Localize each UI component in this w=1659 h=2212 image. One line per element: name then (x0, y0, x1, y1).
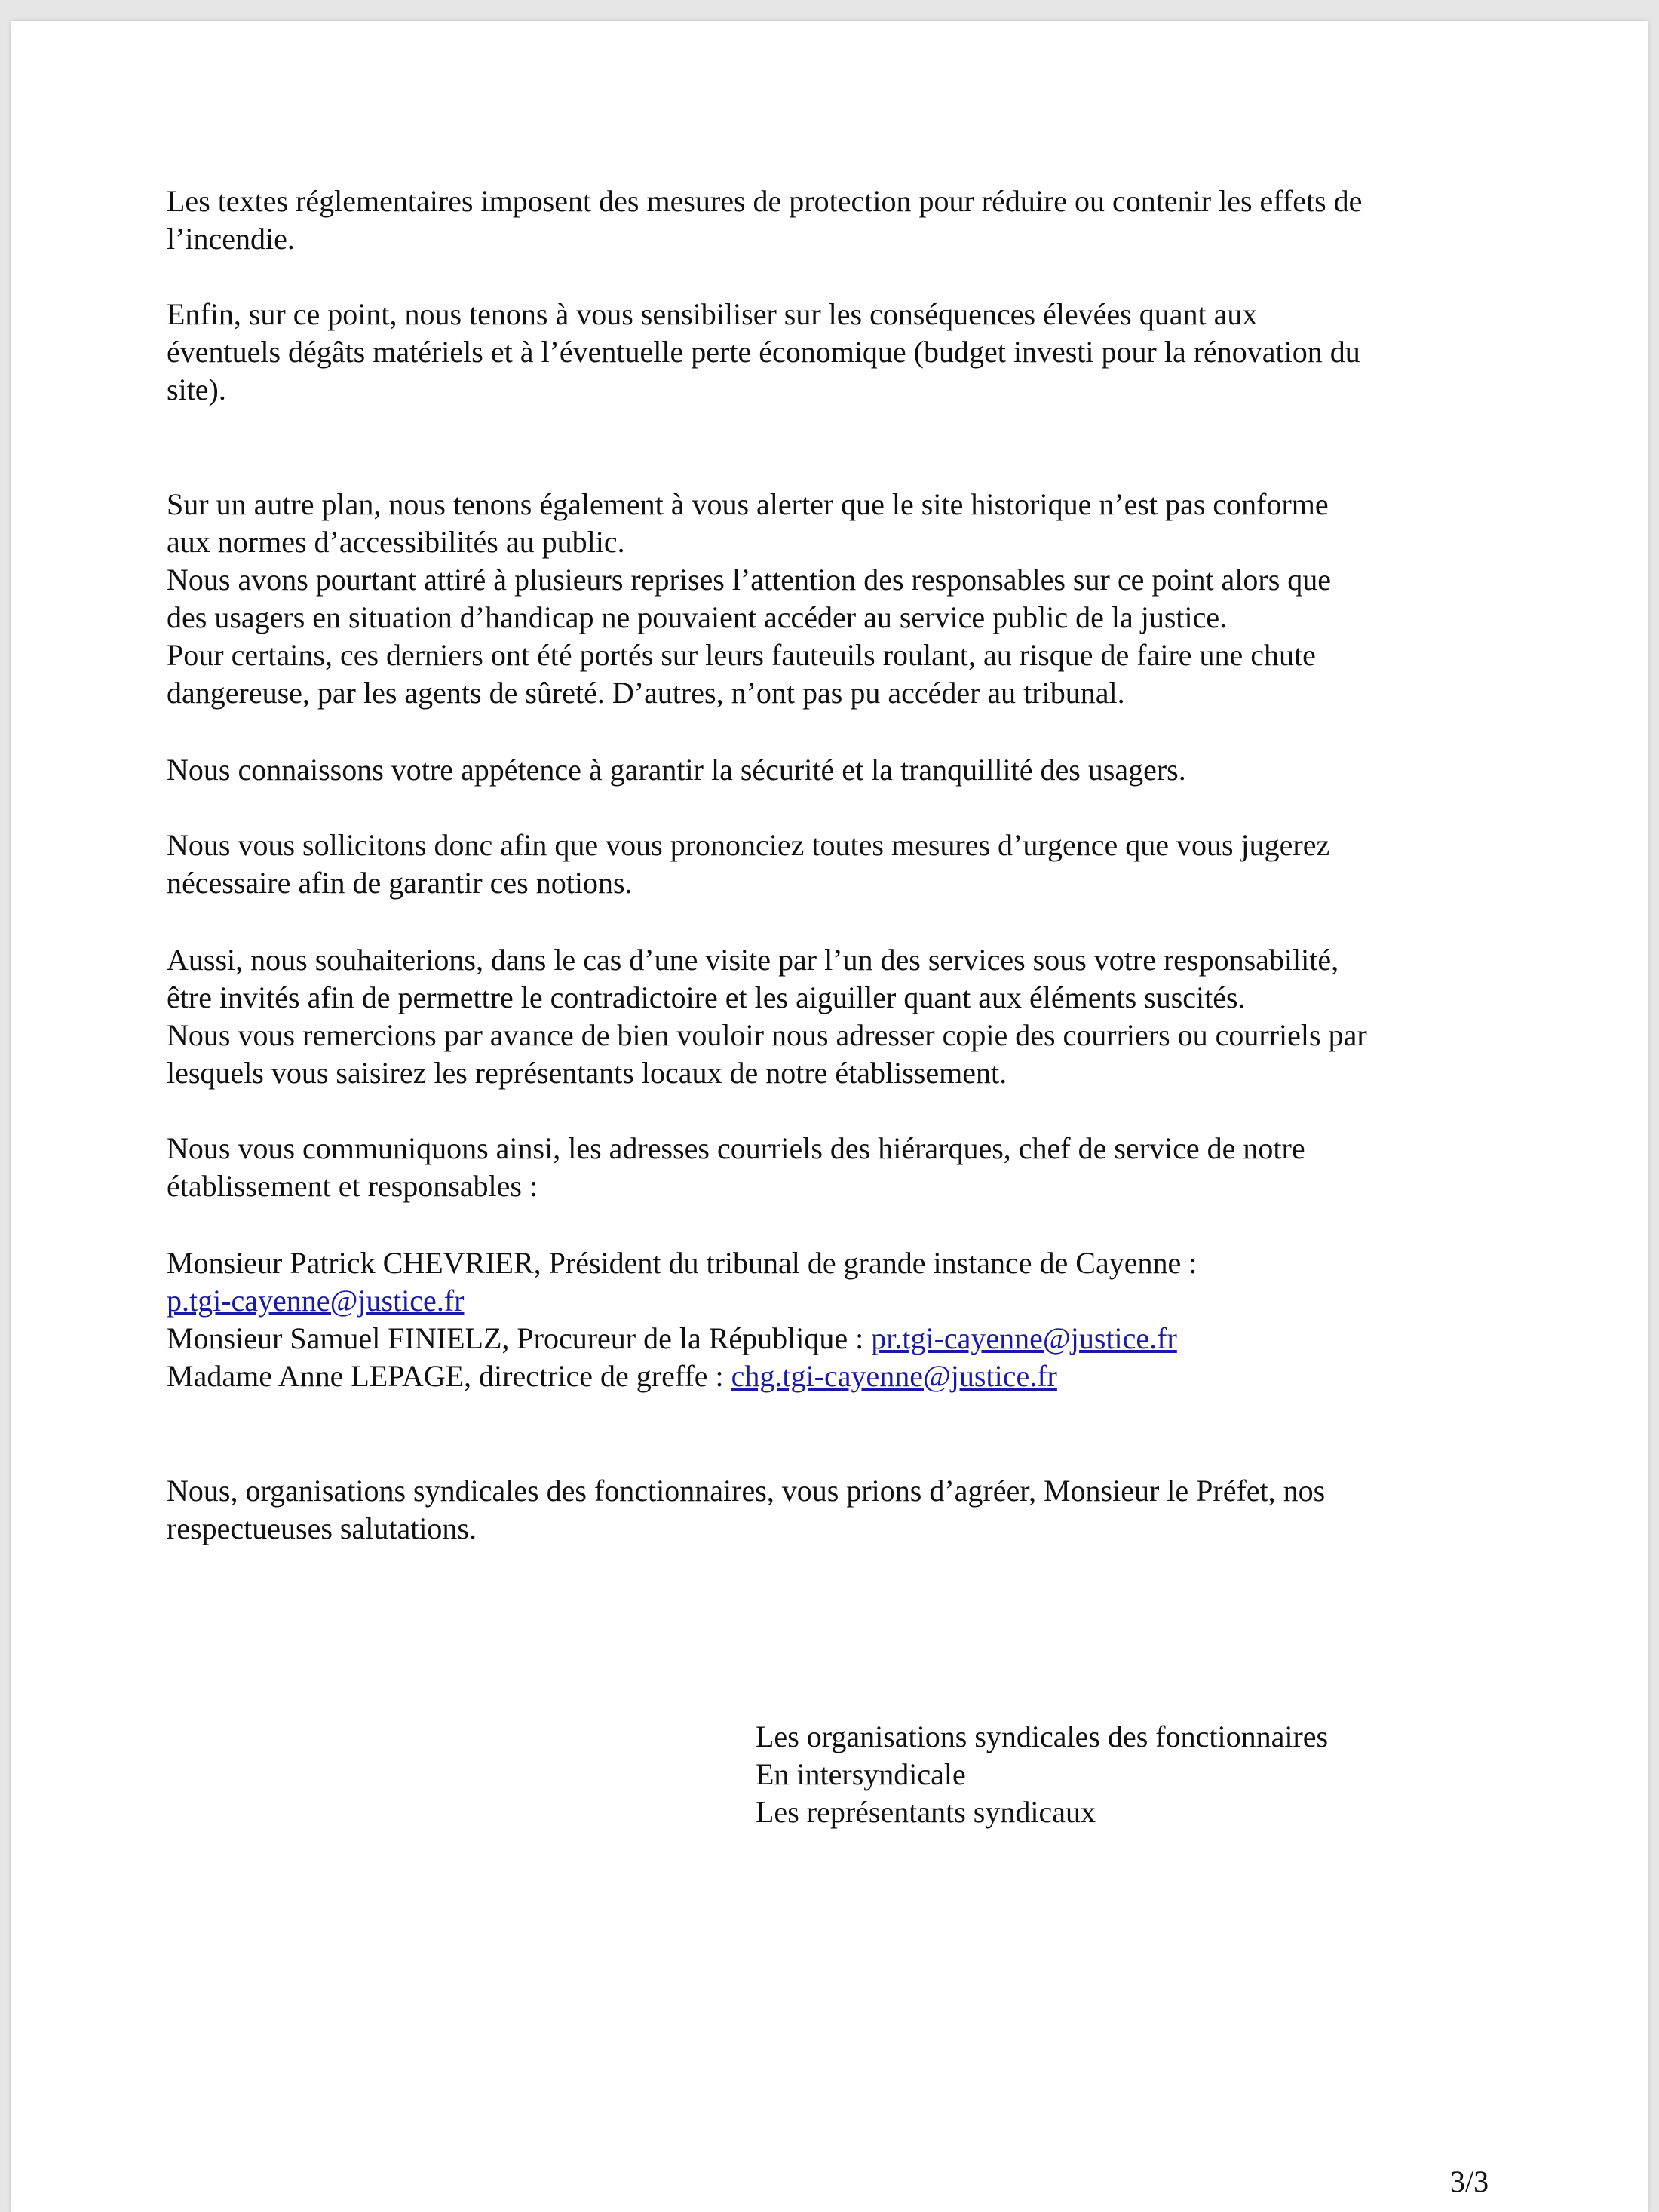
signature-line: En intersyndicale (756, 1757, 966, 1791)
signature-line: Les organisations syndicales des fonctionnaires (756, 1720, 1329, 1753)
paragraph-material-damage (167, 296, 1360, 409)
text-line: lesquels vous saisirez les représentants locaux de notre établissement. (167, 1056, 1007, 1090)
text-line: respectueuses salutations. (167, 1511, 477, 1545)
paragraph-fire-protection (167, 183, 1362, 258)
contact-procureur-label: Monsieur Samuel FINIELZ, Procureur de la République : (167, 1321, 872, 1355)
text-line: nécessaire afin de garantir ces notions. (167, 866, 633, 900)
text-line: Nous connaissons votre appétence à garantir la sécurité et la tranquillité des usagers. (167, 753, 1186, 787)
text-line: Les textes réglementaires imposent des mesures de protection pour réduire ou contenir les effets de (167, 184, 1363, 218)
text-line: Nous vous sollicitons donc afin que vous prononciez toutes mesures d’urgence que vous jugerez (167, 828, 1330, 862)
text-line: Nous vous communiquons ainsi, les adresses courriels des hiérarques, chef de service de notre (167, 1131, 1305, 1165)
text-line: Nous vous remercions par avance de bien vouloir nous adresser copie des courriers ou courriels par (167, 1018, 1367, 1052)
greffe-email-link[interactable]: chg.tgi-cayenne@justice.fr (731, 1359, 1057, 1393)
text-line: Pour certains, ces derniers ont été portés sur leurs fauteuils roulant, au risque de faire une chute (167, 638, 1316, 672)
text-line: éventuels dégâts matériels et à l’éventuelle perte économique (budget investi pour la rénovation du (167, 335, 1360, 369)
text-line: site). (167, 373, 226, 407)
text-line: Nous, organisations syndicales des fonctionnaires, vous prions d’agréer, Monsieur le Préfet, nos (167, 1474, 1326, 1508)
contact-greffe-label: Madame Anne LEPAGE, directrice de greffe : (167, 1359, 731, 1393)
text-line: aux normes d’accessibilités au public. (167, 525, 625, 559)
text-line: Nous avons pourtant attiré à plusieurs reprises l’attention des responsables sur ce point alors que (167, 563, 1332, 597)
signature-block (756, 1718, 1328, 1831)
contact-president-label: Monsieur Patrick CHEVRIER, Président du tribunal de grande instance de Cayenne : (167, 1246, 1197, 1280)
text-line: Enfin, sur ce point, nous tenons à vous sensibiliser sur les conséquences élevées quant aux (167, 297, 1258, 331)
paragraph-accessibility (167, 486, 1331, 712)
text-line: Sur un autre plan, nous tenons également à vous alerter que le site historique n’est pas conforme (167, 487, 1329, 521)
text-line: établissement et responsables : (167, 1169, 538, 1203)
paragraph-contacts-intro (167, 1130, 1305, 1205)
signature-line: Les représentants syndicaux (756, 1795, 1096, 1829)
text-line: Aussi, nous souhaiterions, dans le cas d’une visite par l’un des services sous votre responsabilité, (167, 943, 1339, 977)
text-line: être invités afin de permettre le contradictoire et les aiguiller quant aux éléments suscités. (167, 980, 1246, 1014)
paragraph-security (167, 751, 1186, 789)
paragraph-visit (167, 941, 1367, 1092)
procureur-email-link[interactable]: pr.tgi-cayenne@justice.fr (871, 1321, 1177, 1355)
document-page (11, 21, 1648, 2212)
text-line: dangereuse, par les agents de sûreté. D’autres, n’ont pas pu accéder au tribunal. (167, 676, 1125, 710)
president-email-link[interactable]: p.tgi-cayenne@justice.fr (167, 1284, 465, 1318)
paragraph-urgency (167, 827, 1329, 902)
text-line: l’incendie. (167, 222, 295, 256)
contacts-list (167, 1244, 1197, 1395)
page-number: 3/3 (1450, 2164, 1489, 2198)
text-line: des usagers en situation d’handicap ne pouvaient accéder au service public de la justice. (167, 600, 1228, 634)
closing-formula (167, 1472, 1325, 1548)
